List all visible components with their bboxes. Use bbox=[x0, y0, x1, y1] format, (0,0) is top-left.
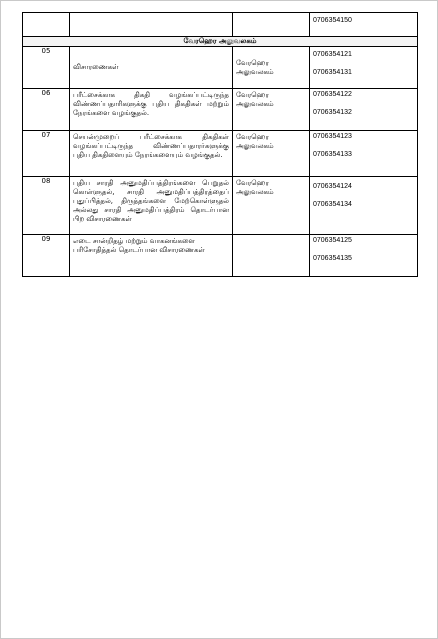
phone-number: 0706354125 bbox=[313, 237, 352, 244]
description-text: பரீட்சைக்காக திகதி வழங்கப்பட்டிருந்த விண்ணப்பதாரிகளுக்கு புதிய திகதிகள் மற்றும் நேரங்களை வழங்குதல். bbox=[73, 91, 229, 117]
description-text: புதிய சாரதி அனுமதிப்பத்திரங்களை பெறுதல் கொள்ளுதல், சாரதி அனுமதிப்பத்திரத்தைப் புதுப்பித்தல், திருத்தங்களை மேற்கொள்ளுதல் அல்லது சாரதி அனுமதிப்பத்திரம் தொடர்பான பிற விசாரணைகள் bbox=[73, 179, 229, 223]
office-text: வேரஹெர அலுவலகம் bbox=[236, 91, 274, 108]
office-text: வேரஹெர அலுவலகம் bbox=[236, 58, 274, 76]
row-office bbox=[233, 89, 310, 131]
description-text: செயன்முறைப் பரீட்சைக்காக திகதிகள் வழங்கப்பட்டிருந்த விண்ணப்பதாரர்களுக்கு புதிய திகதிளையும் நேரங்களையும் வழங்குதல். bbox=[73, 133, 229, 159]
phone-number: 0706354131 bbox=[313, 69, 352, 76]
row-office bbox=[233, 235, 310, 277]
phone-number: 0706354124 bbox=[313, 183, 352, 190]
contact-table bbox=[22, 12, 418, 277]
row-description bbox=[70, 177, 233, 235]
table-row bbox=[23, 47, 418, 89]
phone-cell bbox=[310, 177, 418, 235]
row-number: 05 bbox=[23, 47, 70, 89]
phone-number: 0706354133 bbox=[313, 151, 352, 158]
row-description bbox=[70, 235, 233, 277]
office-text: வேரஹெர அலுவலகம் bbox=[236, 179, 274, 196]
phone-number: 0706354122 bbox=[313, 91, 352, 98]
phone-number: 0706354150 bbox=[313, 17, 352, 24]
row-number: 08 bbox=[23, 177, 70, 235]
table-row bbox=[23, 235, 418, 277]
section-header-row bbox=[23, 37, 418, 47]
row-office bbox=[233, 131, 310, 177]
phone-number: 0706354135 bbox=[313, 255, 352, 262]
table-row bbox=[23, 177, 418, 235]
row-number: 07 bbox=[23, 131, 70, 177]
cell-empty-desc bbox=[70, 13, 233, 37]
description-text: எடை சான்றிதழ் மற்றும் வாகனங்களை பரிசோதித்தல் தொடர்பான விசாரணைகள் bbox=[73, 237, 205, 254]
row-number: 06 bbox=[23, 89, 70, 131]
cell-empty-num bbox=[23, 13, 70, 37]
row-office bbox=[233, 47, 310, 89]
phone-cell bbox=[310, 131, 418, 177]
phone-cell bbox=[310, 235, 418, 277]
phone-number: 0706354132 bbox=[313, 109, 352, 116]
phone-cell bbox=[310, 13, 418, 37]
row-description bbox=[70, 89, 233, 131]
table-row-top bbox=[23, 13, 418, 37]
section-title: வேரஹெர அலுவலகம் bbox=[23, 37, 418, 47]
table-row bbox=[23, 89, 418, 131]
row-number: 09 bbox=[23, 235, 70, 277]
phone-cell bbox=[310, 89, 418, 131]
phone-cell bbox=[310, 47, 418, 89]
office-text: வேரஹெர அலுவலகம் bbox=[236, 133, 274, 150]
phone-number: 0706354134 bbox=[313, 201, 352, 208]
row-description bbox=[70, 47, 233, 89]
phone-number: 0706354121 bbox=[313, 51, 352, 58]
row-description bbox=[70, 131, 233, 177]
table-row bbox=[23, 131, 418, 177]
phone-number: 0706354123 bbox=[313, 133, 352, 140]
row-office bbox=[233, 177, 310, 235]
cell-empty-office bbox=[233, 13, 310, 37]
description-text: விசாரணைகள் bbox=[73, 63, 119, 71]
